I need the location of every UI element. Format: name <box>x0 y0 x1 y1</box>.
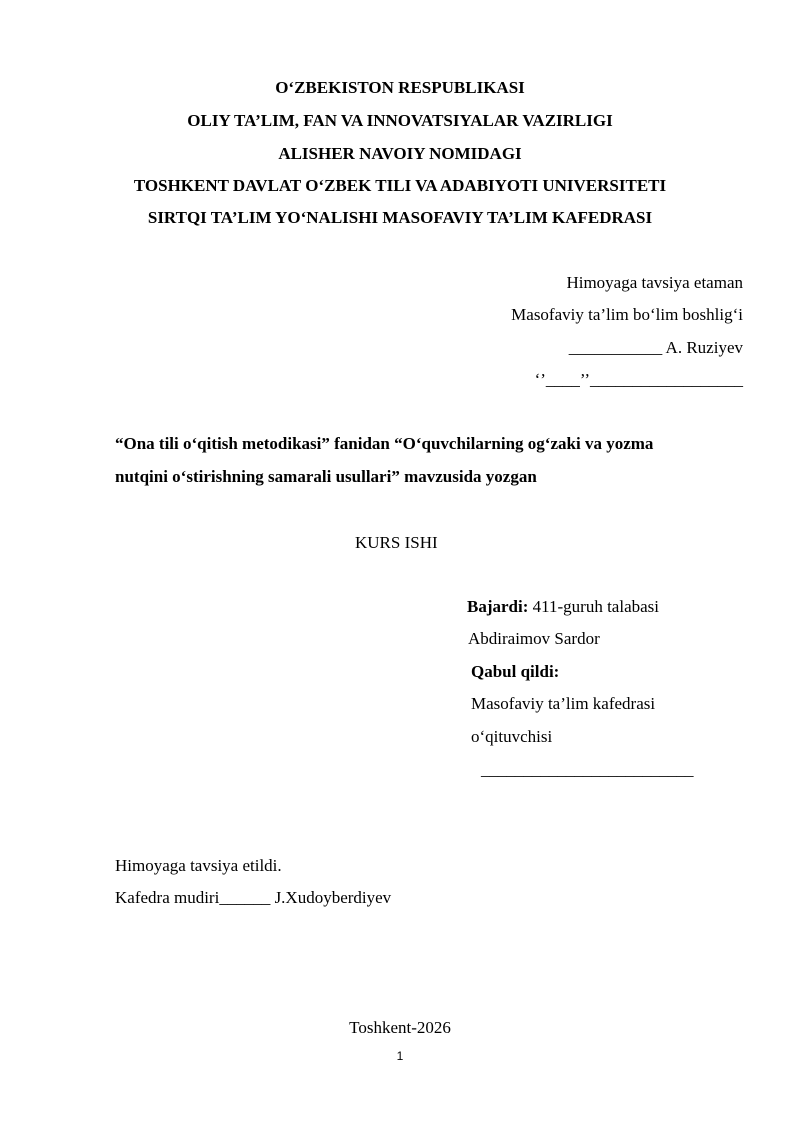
recommendation-line-1: Himoyaga tavsiya etildi. <box>115 856 282 875</box>
approval-signature: ___________ A. Ruziyev <box>568 338 743 357</box>
header-line-4: TOSHKENT DAVLAT O‘ZBEK TILI VA ADABIYOTI UNIVERSITETI <box>133 176 667 195</box>
approval-date: ‘’____’’__________________ <box>534 370 743 389</box>
author-name: Abdiraimov Sardor <box>468 629 600 648</box>
approval-line-2: Masofaviy ta’lim bo‘lim boshlig‘i <box>511 305 743 324</box>
topic-line-2: nutqini o‘stirishning samarali usullari” mavzusida yozgan <box>115 467 537 486</box>
document-type: KURS ISHI <box>355 533 438 552</box>
reviewer-line-2: o‘qituvchisi <box>471 727 553 746</box>
header-line-3: ALISHER NAVOIY NOMIDAGI <box>278 144 522 163</box>
page-number: 1 <box>396 1049 404 1063</box>
approval-line-1: Himoyaga tavsiya etaman <box>566 273 743 292</box>
reviewer-signature-line: _________________________ <box>481 760 694 779</box>
header-line-1: O‘ZBEKISTON RESPUBLIKASI <box>275 78 525 97</box>
header-line-5: SIRTQI TA’LIM YO‘NALISHI MASOFAVIY TA’LIM KAFEDRASI <box>147 208 653 227</box>
topic-line-1: “Ona tili o‘qitish metodikasi” fanidan “O‘quvchilarning og‘zaki va yozma <box>115 434 654 453</box>
city-year: Toshkent-2026 <box>349 1018 451 1037</box>
author-line <box>467 597 659 617</box>
author-group: 411-guruh talabasi <box>528 597 660 616</box>
header-line-2: OLIY TA’LIM, FAN VA INNOVATSIYALAR VAZIRLIGI <box>187 111 613 130</box>
reviewer-line-1: Masofaviy ta’lim kafedrasi <box>471 694 656 713</box>
reviewer-label: Qabul qildi: <box>471 662 560 681</box>
recommendation-line-2: Kafedra mudiri______ J.Xudoyberdiyev <box>115 888 392 907</box>
author-label: Bajardi: <box>467 597 529 616</box>
